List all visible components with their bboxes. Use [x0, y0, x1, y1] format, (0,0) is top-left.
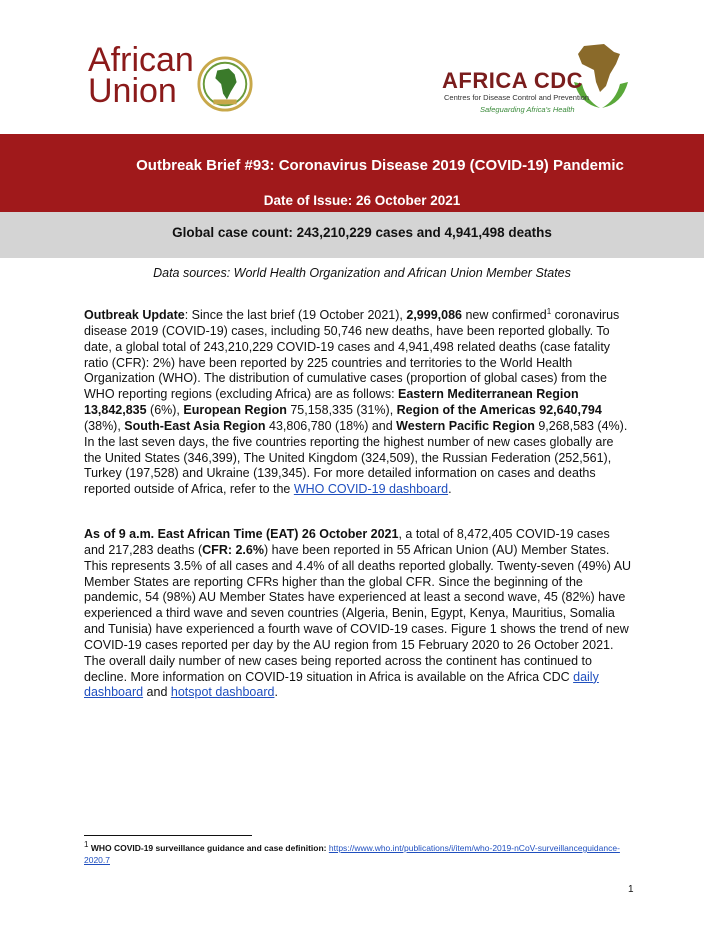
footnote-text: WHO COVID-19 surveillance guidance and case definition:: [88, 843, 329, 853]
au-wordmark: [88, 41, 194, 110]
africa-cdc-logo: [440, 42, 640, 132]
global-count-bar: [0, 212, 704, 258]
bold-span: Western Pacific Region: [396, 418, 535, 433]
au-wordmark-line2: Union: [88, 72, 177, 110]
text-span: (38%),: [84, 418, 125, 433]
bold-span: 2,999,086: [406, 308, 462, 322]
cdc-wordmark: AFRICA CDC: [442, 68, 584, 93]
text-span: coronavirus disease 2019 (COVID-19) cases, including 50,746 new deaths, have been reported globally. To date, a global total of 243,210,229 COVID-19 cases and 4,941,498 related deaths (case fatality ratio (CFR): 2%) have been reported by 225 countries and territories to the World Health Organization (WHO). The distribution of cumulative cases (proportion of global cases) from the WHO reporting regions (excluding Africa) are as follows:: [84, 308, 620, 402]
text-span: new confirmed: [461, 308, 547, 322]
au-wordmark-line1: African: [88, 41, 194, 79]
text-span: .: [274, 685, 278, 700]
text-span: 43,806,780 (18%) and: [265, 418, 397, 433]
who-dashboard-link[interactable]: WHO COVID-19 dashboard: [293, 482, 449, 497]
footnote-number: 1: [84, 840, 89, 850]
bold-span: European Region: [183, 403, 287, 418]
text-span: , a total of 8,472,405 COVID-19 cases and 217,283 deaths (: [84, 527, 610, 557]
bold-span: Eastern Mediterranean Region 13,842,835: [84, 387, 579, 418]
data-sources: Data sources: World Health Organization and African Union Member States: [153, 266, 571, 280]
text-span: 75,158,335 (31%),: [286, 403, 397, 418]
page-header: [0, 0, 704, 134]
footnote: [84, 842, 632, 866]
text-span: ) have been reported in 55 African Union (AU) Member States. This represents 3.5% of all cases and 4.4% of all deaths reported globally. Twenty-seven (49%) AU Member States are reporting CFRs higher than the global CFR. Since the beginning of the pandemic, 54 (98%) AU Member States have experienced at least a second wave, 45 (82%) have experienced a third wave and seven countries (Algeria, Benin, Egypt, Kenya, Mauritius, Somalia and Tunisia) have experienced a fourth wave of COVID-19 cases. Figure 1 shows the trend of new COVID-19 cases reported per day by the AU region from 15 February 2020 to 26 October 2021. The overall daily number of new cases being reported across the continent has continued to decline. More information on COVID-19 situation in Africa is available on the Africa CDC: [84, 542, 632, 684]
text-span: .: [448, 482, 452, 497]
au-emblem-icon: [196, 55, 254, 113]
outbreak-update-lead: Outbreak Update: [84, 308, 185, 322]
bold-span: CFR: 2.6%: [202, 542, 264, 557]
text-span: 9,268,583 (4%). In the last seven days, the five countries reporting the highest number of new cases globally are the United States (346,399), The United Kingdom (324,509), the Russian Federation (252,561), Turkey (197,528) and Ukraine (139,345). For more detailed information on cases and deaths reported outside of Africa, refer to the: [84, 418, 628, 497]
title-banner: [0, 134, 704, 212]
bold-span: South-East Asia Region: [124, 418, 266, 433]
global-case-count: Global case count: 243,210,229 cases and 4,941,498 deaths: [172, 225, 552, 240]
cdc-subtitle: Centres for Disease Control and Prevention: [444, 93, 590, 102]
bold-span: Region of the Americas 92,640,794: [396, 403, 602, 418]
issue-date: Date of Issue: 26 October 2021: [263, 193, 461, 208]
daily-dashboard-link[interactable]: daily dashboard: [84, 669, 599, 700]
brief-title: Outbreak Brief #93: Coronavirus Disease 2019 (COVID-19) Pandemic: [136, 157, 624, 174]
hotspot-dashboard-link[interactable]: hotspot dashboard: [170, 685, 275, 700]
african-union-logo: [88, 41, 248, 125]
surveillance-guidance-link[interactable]: https://www.who.int/publications/i/item/who-2019-nCoV-surveillanceguidance-2020.7: [84, 843, 620, 865]
page-number: 1: [628, 884, 634, 895]
text-span: (6%),: [146, 403, 184, 418]
africa-situation-paragraph: [84, 527, 632, 701]
cdc-tagline: Safeguarding Africa's Health: [480, 105, 575, 114]
footnote-marker: 1: [546, 306, 552, 316]
text-span: : Since the last brief (19 October 2021),: [184, 308, 407, 322]
text-span: and: [143, 685, 171, 700]
bold-span: As of 9 a.m. East African Time (EAT) 26 October 2021: [84, 527, 399, 541]
footnote-divider: [84, 835, 252, 836]
outbreak-update-paragraph: [84, 308, 632, 498]
